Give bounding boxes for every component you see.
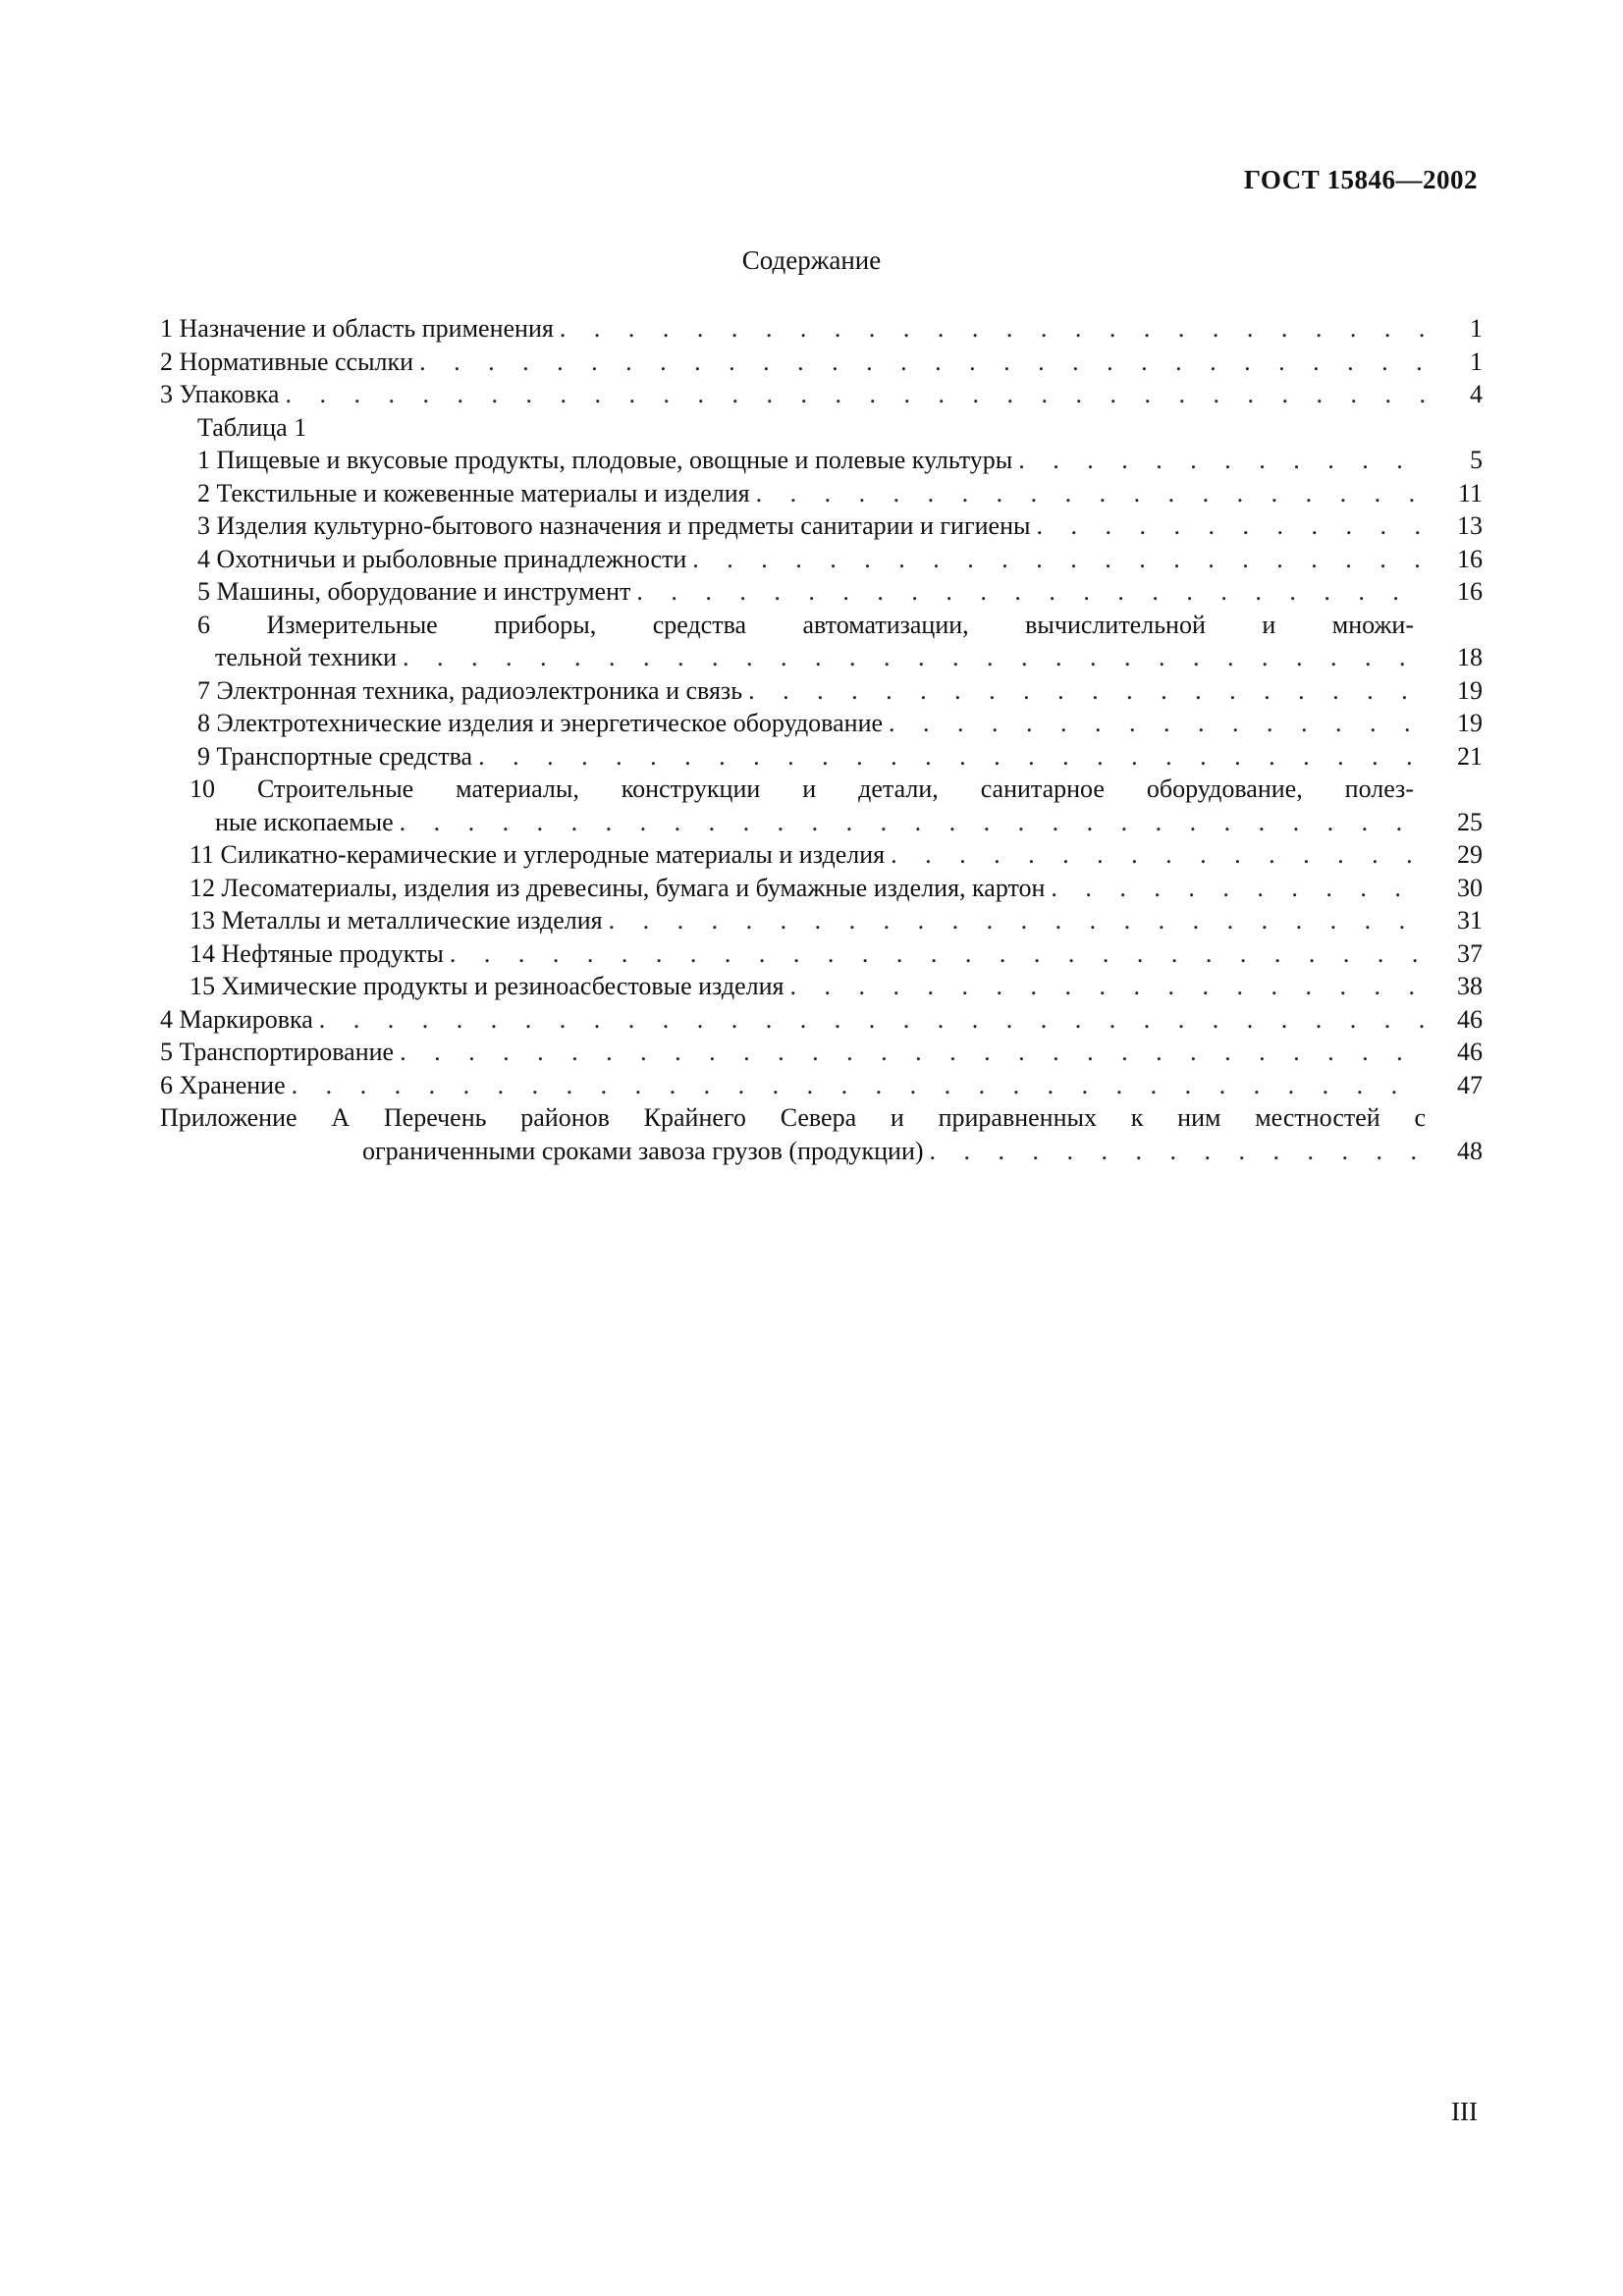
document-code: ГОСТ 15846—2002 — [1243, 165, 1478, 194]
dot-leader — [883, 707, 1426, 740]
toc-entry-continuation[interactable] — [160, 641, 1483, 674]
toc-entry[interactable] — [160, 674, 1483, 708]
toc-entry-label: 12 Лесоматериалы, изделия из древесины, бумага и бумажные изделия, картон — [189, 873, 1046, 902]
toc-entry-page: 16 — [1457, 544, 1483, 573]
toc-title: Содержание — [741, 245, 882, 275]
toc-entry[interactable] — [160, 477, 1483, 510]
toc-entry[interactable] — [160, 1069, 1483, 1102]
toc-entry[interactable] — [160, 1003, 1483, 1037]
toc-entry-label: 1 Назначение и область применения — [160, 314, 554, 343]
dot-leader — [413, 346, 1426, 379]
toc-entry-page: 13 — [1457, 511, 1483, 540]
toc-entry-label-continuation: ные ископаемые — [215, 807, 394, 836]
toc-entry-page: 25 — [1457, 807, 1483, 836]
toc-entry-label: 13 Металлы и металлические изделия — [189, 906, 603, 934]
toc-entry-label: 10 Строительные материалы, конструкции и детали, санитарное оборудование, полез- — [189, 774, 1414, 803]
toc-entry-page: 4 — [1470, 380, 1483, 408]
toc-entry-label: 11 Силикатно-керамические и углеродные материалы и изделия — [189, 840, 886, 869]
toc-entry-label: 1 Пищевые и вкусовые продукты, плодовые, овощные и полевые культуры — [197, 446, 1013, 474]
page-number: III — [1451, 2097, 1478, 2126]
toc-entry-page: 46 — [1457, 1004, 1483, 1034]
toc-entry-label: 4 Охотничьи и рыболовные принадлежности — [197, 544, 687, 573]
dot-leader — [394, 806, 1426, 839]
toc-entry-page: 37 — [1457, 938, 1483, 968]
toc-entry-label: 6 Хранение — [160, 1070, 286, 1099]
toc-entry[interactable] — [160, 509, 1483, 543]
toc-entry-page: 16 — [1457, 577, 1483, 606]
toc-entry-first-line[interactable] — [160, 1101, 1483, 1135]
toc-entry[interactable] — [160, 904, 1483, 937]
dot-leader — [742, 674, 1426, 708]
table-of-contents — [160, 312, 1483, 1167]
toc-entry[interactable] — [160, 444, 1483, 477]
dot-leader — [286, 1069, 1426, 1102]
dot-leader — [1045, 872, 1426, 905]
toc-entry-page: 31 — [1457, 906, 1483, 934]
toc-entry-page: 30 — [1457, 873, 1483, 902]
toc-entry-page: 5 — [1470, 446, 1483, 474]
toc-entry-page: 47 — [1457, 1070, 1483, 1099]
dot-leader — [924, 1135, 1426, 1168]
dot-leader — [784, 970, 1426, 1003]
dot-leader — [554, 312, 1426, 346]
toc-entry-label: 5 Машины, оборудование и инструмент — [197, 577, 631, 606]
toc-entry[interactable] — [160, 1036, 1483, 1069]
dot-leader — [750, 477, 1426, 510]
toc-entry-label: Приложение А Перечень районов Крайнего Севера и приравненных к ним местностей с — [160, 1103, 1426, 1132]
toc-entry-continuation[interactable] — [160, 806, 1483, 839]
toc-entry-first-line[interactable] — [160, 773, 1483, 806]
toc-entry-page: 46 — [1457, 1038, 1483, 1066]
dot-leader — [603, 904, 1426, 937]
toc-entry-label: 8 Электротехнические изделия и энергетическое оборудование — [197, 709, 884, 737]
toc-entry-label: 14 Нефтяные продукты — [189, 938, 444, 968]
toc-entry-label-continuation: ограниченными сроками завоза грузов (продукции) — [362, 1136, 924, 1165]
toc-entry-page: 29 — [1457, 840, 1483, 869]
toc-entry-page: 19 — [1457, 709, 1483, 737]
toc-entry[interactable] — [160, 346, 1483, 379]
toc-entry-page: 21 — [1457, 741, 1483, 771]
toc-entry-label: 2 Текстильные и кожевенные материалы и изделия — [197, 478, 750, 507]
toc-entry-label: 15 Химические продукты и резиноасбестовые изделия — [189, 972, 784, 1000]
toc-entry[interactable] — [160, 937, 1483, 971]
toc-entry-page: 19 — [1457, 675, 1483, 705]
toc-entry-first-line[interactable] — [160, 609, 1483, 642]
toc-entry-label: 9 Транспортные средства — [197, 741, 473, 771]
toc-entry-label: 4 Маркировка — [160, 1004, 313, 1034]
toc-entry-label-continuation: тельной техники — [215, 643, 397, 671]
toc-subheading-label: Таблица 1 — [197, 412, 307, 442]
toc-entry-page: 18 — [1457, 643, 1483, 671]
dot-leader — [444, 937, 1426, 971]
toc-entry-label: 2 Нормативные ссылки — [160, 347, 414, 376]
dot-leader — [885, 838, 1426, 872]
toc-entry[interactable] — [160, 872, 1483, 905]
toc-entry[interactable] — [160, 707, 1483, 740]
toc-entry[interactable] — [160, 740, 1483, 774]
toc-entry[interactable] — [160, 543, 1483, 576]
toc-entry-page: 1 — [1470, 347, 1483, 376]
toc-entry[interactable] — [160, 838, 1483, 872]
toc-entry-page: 38 — [1457, 972, 1483, 1000]
toc-entry-label: 6 Измерительные приборы, средства автоматизации, вычислительной и множи- — [197, 610, 1414, 639]
dot-leader — [686, 543, 1426, 576]
dot-leader — [313, 1003, 1426, 1037]
toc-entry-label: 3 Упаковка — [160, 380, 280, 408]
dot-leader — [279, 378, 1426, 411]
toc-subheading — [160, 411, 1483, 445]
toc-entry[interactable] — [160, 312, 1483, 346]
dot-leader — [1012, 444, 1426, 477]
toc-entry[interactable] — [160, 575, 1483, 609]
toc-entry-page: 48 — [1457, 1136, 1483, 1165]
toc-entry-label: 3 Изделия культурно-бытового назначения и предметы санитарии и гигиены — [197, 511, 1031, 540]
toc-entry[interactable] — [160, 970, 1483, 1003]
toc-entry-continuation[interactable] — [160, 1135, 1483, 1168]
dot-leader — [1030, 509, 1426, 543]
toc-entry-label: 7 Электронная техника, радиоэлектроника и связь — [197, 675, 743, 705]
toc-entry[interactable] — [160, 378, 1483, 411]
dot-leader — [630, 575, 1426, 609]
dot-leader — [397, 641, 1426, 674]
toc-entry-page: 11 — [1457, 478, 1483, 507]
toc-entry-label: 5 Транспортирование — [160, 1038, 395, 1066]
dot-leader — [472, 740, 1426, 774]
toc-entry-page: 1 — [1470, 314, 1483, 343]
dot-leader — [394, 1036, 1426, 1069]
